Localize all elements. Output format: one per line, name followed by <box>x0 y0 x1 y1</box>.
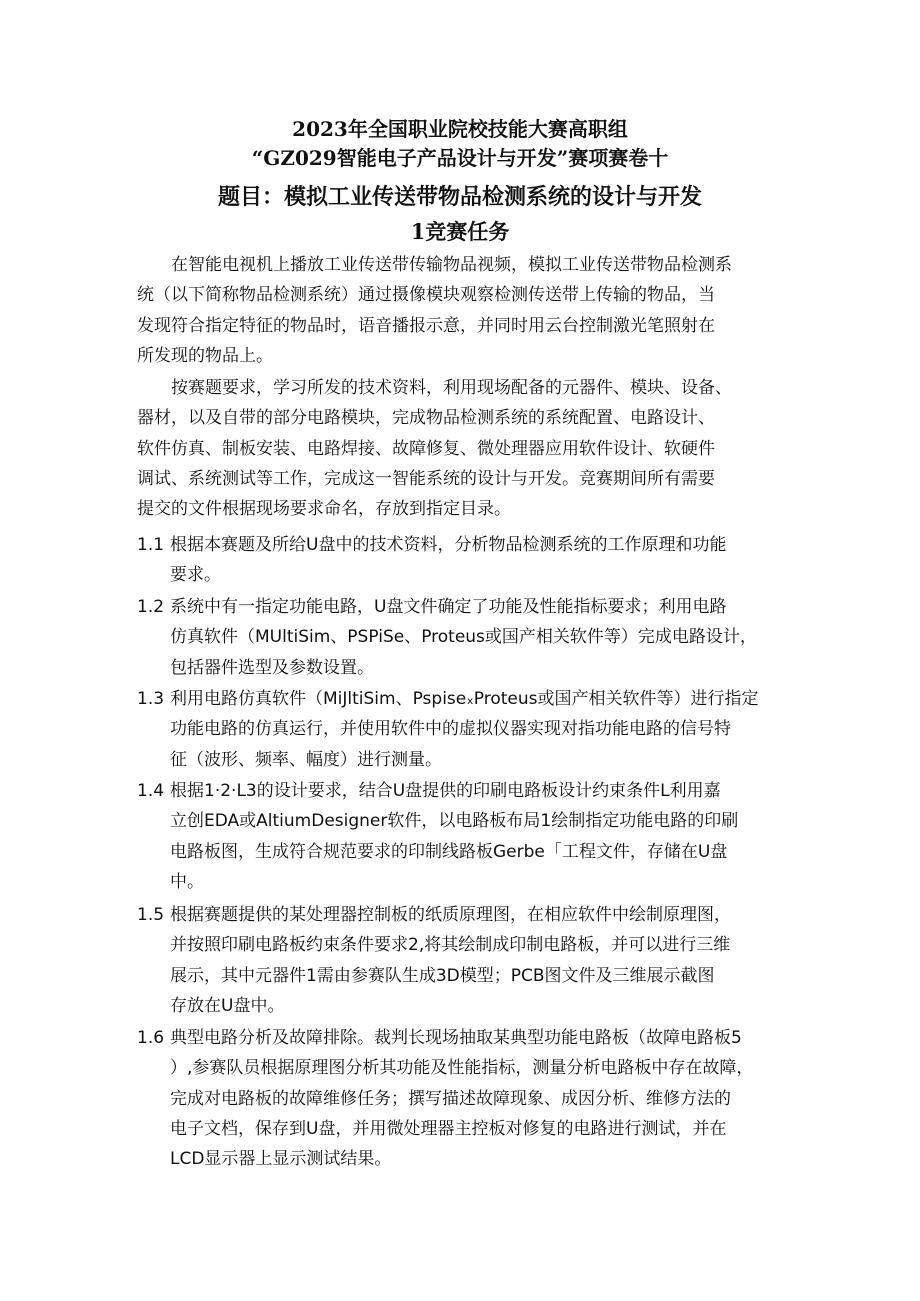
item-line: 电路板图，生成符合规范要求的印制线路板Gerbe「工程文件，存储在U盘 <box>170 841 728 862</box>
item-line: 征（波形、频率、幅度）进行测量。 <box>170 749 442 770</box>
item-line: 并按照印刷电路板约束条件要求2,将其绘制成印制电路板，并可以进行三维 <box>170 935 731 956</box>
item-line: 典型电路分析及故障排除。裁判长现场抽取某典型功能电路板（故障电路板5 <box>170 1028 742 1048</box>
item-number: 1.5 <box>137 905 165 925</box>
event-subtitle: “GZ029智能电子产品设计与开发”赛项赛卷十 <box>251 146 669 170</box>
item-number: 1.2 <box>137 597 165 617</box>
item-number: 1.6 <box>137 1028 165 1048</box>
item-line: 功能电路的仿真运行，并使用软件中的虚拟仪器实现对指功能电路的信号特 <box>170 719 731 740</box>
paragraph-line: 所发现的物品上。 <box>137 345 273 366</box>
item-line: ）,参赛队员根据原理图分析其功能及性能指标，测量分析电路板中存在故障， <box>170 1058 754 1079</box>
paragraph-line: 提交的文件根据现场要求命名，存放到指定目录。 <box>137 499 511 520</box>
item-line: 完成对电路板的故障维修任务；撰写描述故障现象、成因分析、维修方法的 <box>170 1088 731 1109</box>
competition-title: 2023年全国职业院校技能大赛高职组 <box>292 117 628 141</box>
item-line: 中。 <box>170 871 204 892</box>
item-line: 电子文档，保存到U盘，并用微处理器主控板对修复的电路进行测试，并在 <box>170 1118 727 1139</box>
item-body <box>170 776 810 897</box>
item-line: 根据1·2·L3的设计要求，结合U盘提供的印刷电路板设计约束条件L利用嘉 <box>170 781 721 801</box>
paragraph-line: 软件仿真、制板安装、电路焊接、故障修复、微处理器应用软件设计、软硬件 <box>137 438 715 459</box>
item-line: 存放在U盘中。 <box>170 995 285 1016</box>
item-line: 根据赛题提供的某处理器控制板的纸质原理图，在相应软件中绘制原理图， <box>170 905 731 925</box>
item-body <box>170 592 810 683</box>
section-heading: 1竞赛任务 <box>410 219 510 244</box>
paragraph-line: 调试、系统测试等工作，完成这一智能系统的设计与开发。竞赛期间所有需要 <box>137 468 715 489</box>
item-body <box>170 530 810 591</box>
item-line: 要求。 <box>170 565 221 586</box>
item-body <box>170 1023 810 1174</box>
item-number: 1.3 <box>137 689 165 709</box>
paragraph-line: 在智能电视机上播放工业传送带传输物品视频，模拟工业传送带物品检测系 <box>171 255 732 275</box>
paragraph-line: 器材，以及自带的部分电路模块，完成物品检测系统的系统配置、电路设计、 <box>137 408 715 429</box>
topic-title: 题目：模拟工业传送带物品检测系统的设计与开发 <box>217 184 702 210</box>
item-number: 1.1 <box>137 535 165 555</box>
item-line: 展示，其中元器件1需由参赛队生成3D模型；PCB图文件及三维展示截图 <box>170 965 715 986</box>
item-line: LCD显示器上显示测试结果。 <box>170 1149 392 1170</box>
paragraph-line: 发现符合指定特征的物品时，语音播报示意，并同时用云台控制激光笔照射在 <box>137 315 715 336</box>
item-line: 系统中有一指定功能电路，U盘文件确定了功能及性能指标要求；利用电路 <box>170 597 727 617</box>
item-body <box>170 900 810 1021</box>
paragraph-line: 统（以下简称物品检测系统）通过摄像模块观察检测传送带上传输的物品，当 <box>137 285 715 306</box>
paragraph-line: 按赛题要求，学习所发的技术资料，利用现场配备的元器件、模块、设备、 <box>171 378 732 398</box>
item-body <box>170 684 810 775</box>
item-line: 立创EDA或AltiumDesigner软件，以电路板布局1绘制指定功能电路的印刷 <box>170 811 739 832</box>
item-line: 仿真软件（MUltiSim、PSPiSe、Proteus或国产相关软件等）完成电路设计， <box>170 627 757 648</box>
item-line: 包括器件选型及参数设置。 <box>170 657 374 678</box>
intro-paragraph-1 <box>137 250 797 371</box>
item-number: 1.4 <box>137 781 165 801</box>
intro-paragraph-2 <box>137 373 797 524</box>
item-line: 根据本赛题及所给U盘中的技术资料，分析物品检测系统的工作原理和功能 <box>170 535 727 555</box>
item-line: 利用电路仿真软件（MiJltiSim、PspiseₓProteus或国产相关软件等）进行指定 <box>170 689 759 709</box>
